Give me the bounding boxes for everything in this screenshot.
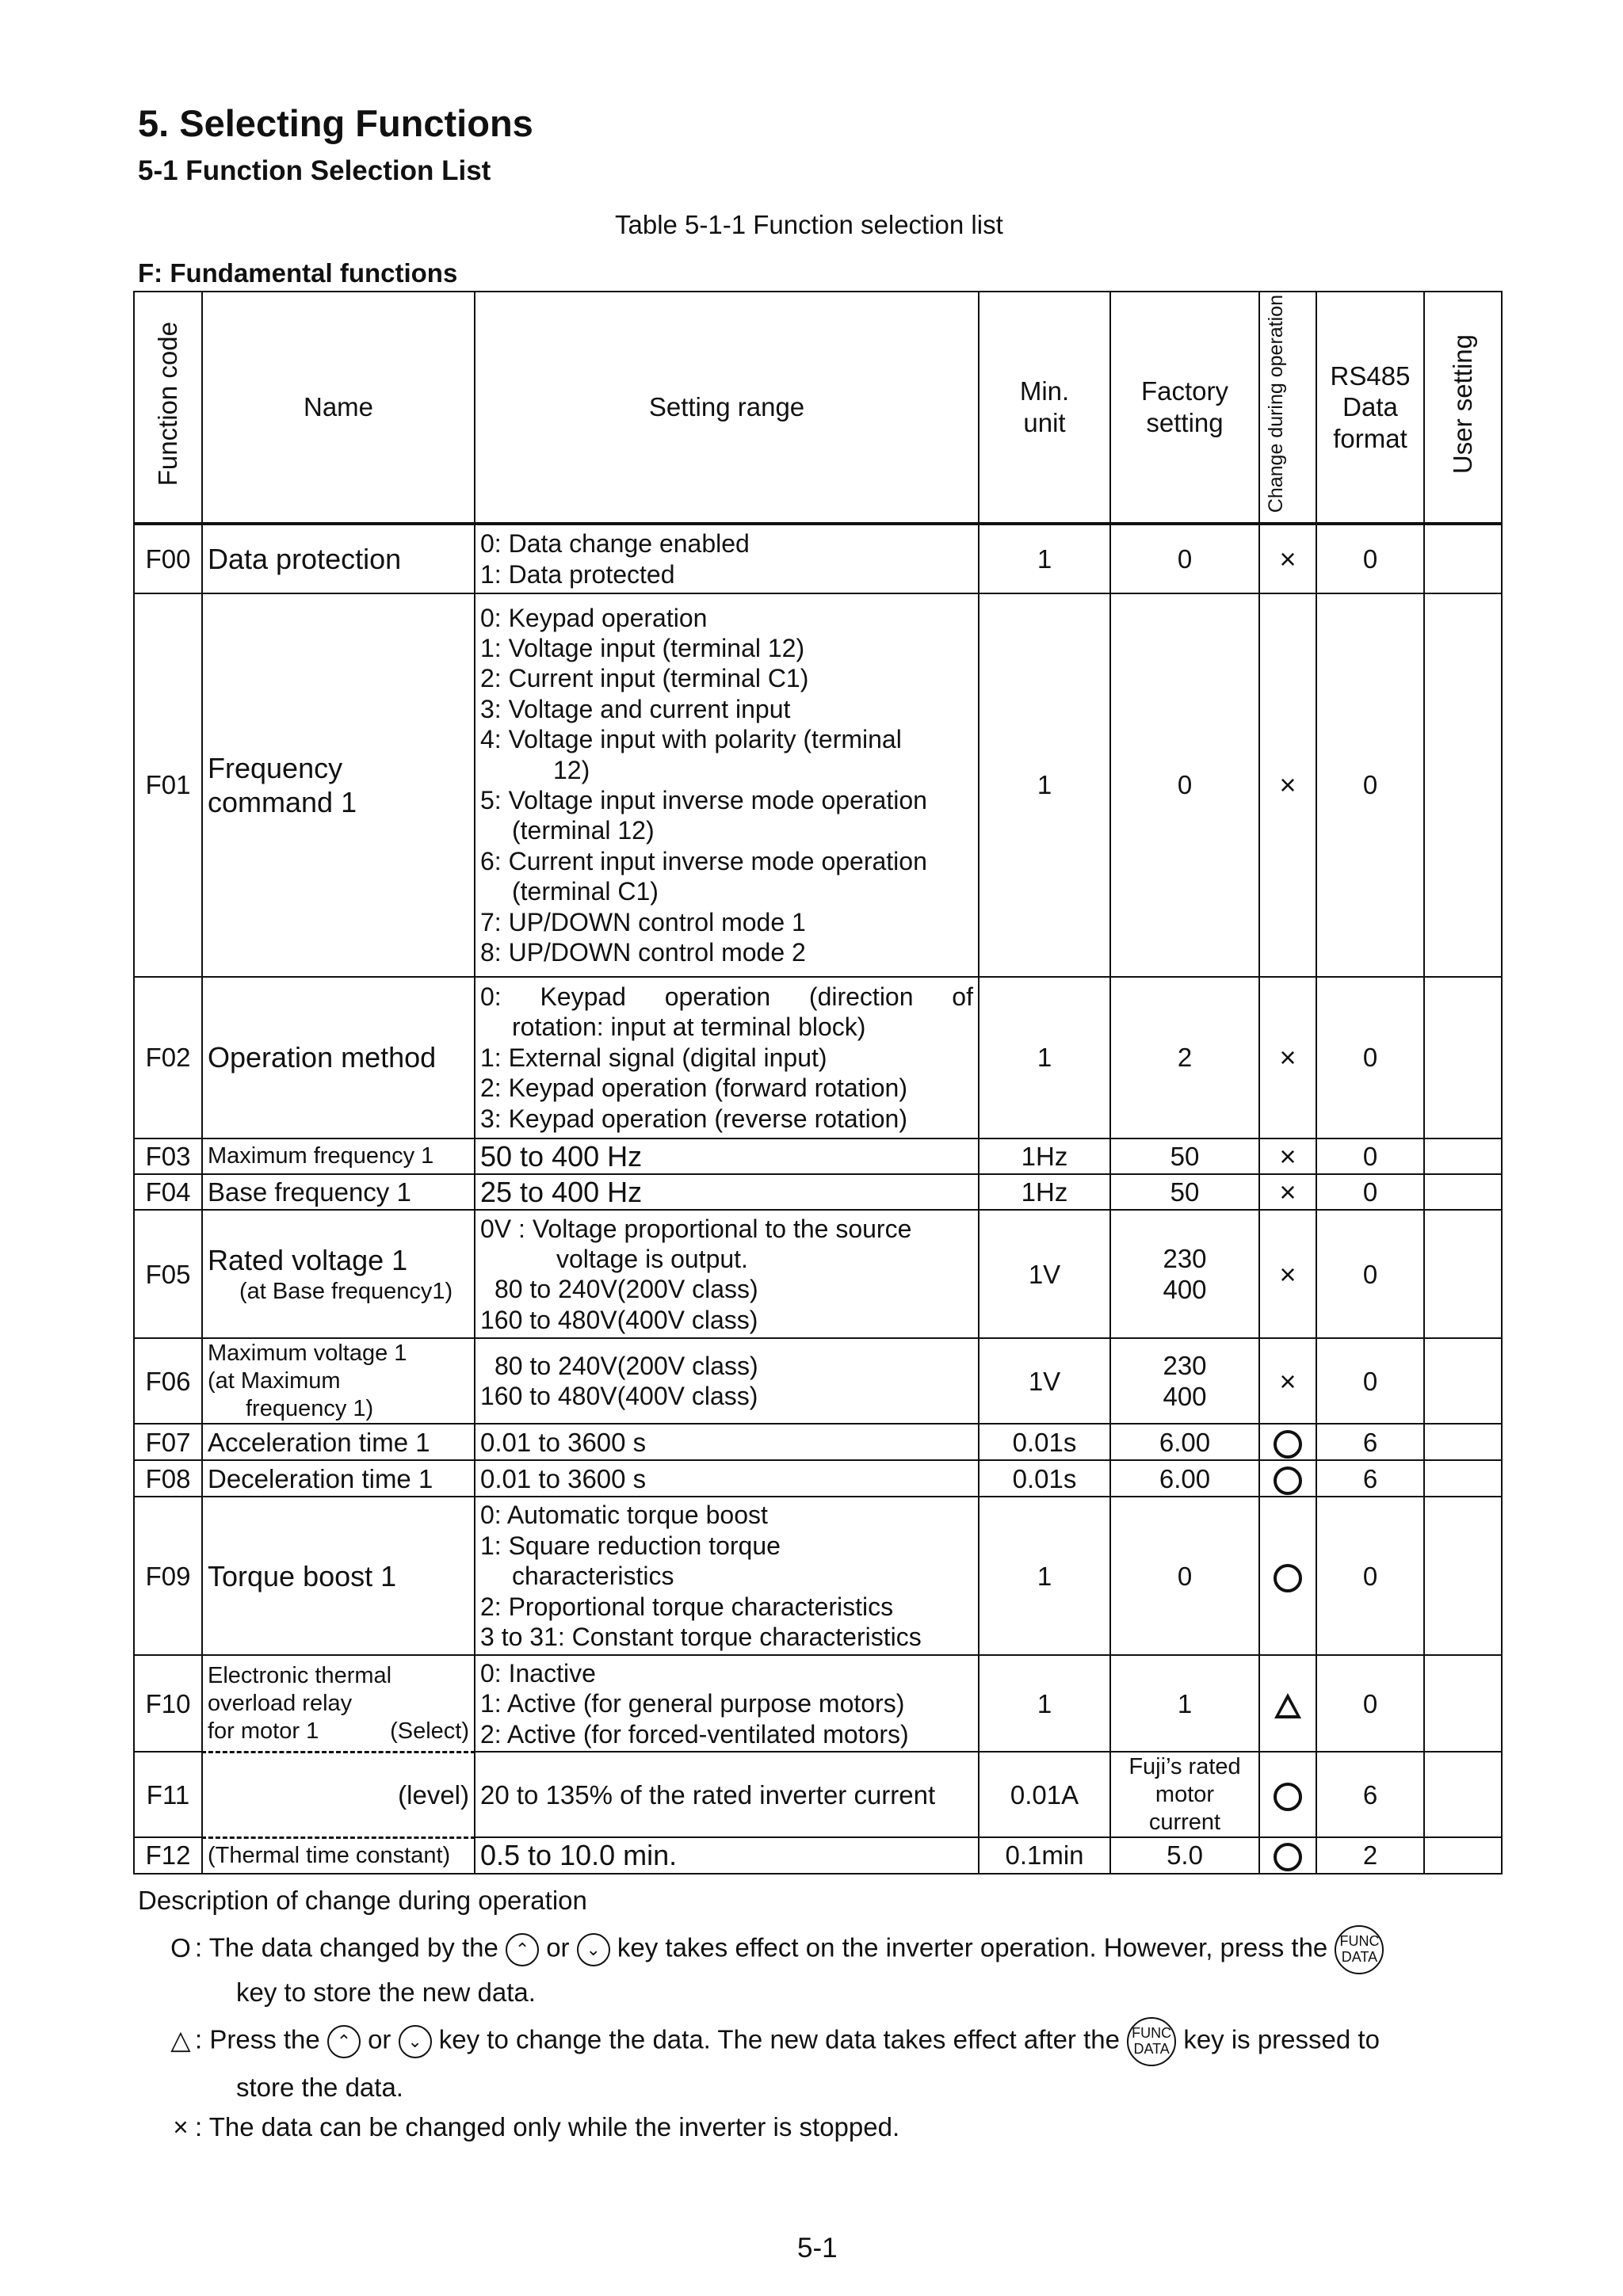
range-line: 0: Automatic torque boost (480, 1501, 768, 1530)
circle-icon (1274, 1466, 1302, 1495)
up-key-icon: ⌃ (506, 1933, 539, 1966)
function-table (133, 291, 1503, 1875)
row-range: 25 to 400 Hz (475, 1174, 979, 1210)
row-code: F02 (134, 977, 202, 1138)
description-text: or (546, 1932, 570, 1962)
row-unit: 0.01A (979, 1752, 1110, 1837)
col-unit-l1: Min. (1019, 376, 1070, 406)
table-row (134, 524, 1502, 593)
row-range (475, 977, 979, 1138)
row-factory: 0 (1110, 1497, 1259, 1655)
row-name (202, 1338, 475, 1424)
circle-legend-icon: O (170, 1932, 191, 1962)
range-line: 0: Data change enabled (480, 529, 750, 559)
col-factory (1110, 292, 1259, 524)
range-line: 1: Square reduction torque (480, 1531, 781, 1560)
name-line: (at Maximum (208, 1367, 341, 1394)
func-data-key-icon (1335, 1925, 1384, 1974)
triangle-legend-icon: △ (170, 2024, 191, 2054)
page-heading: 5. Selecting Functions (138, 102, 533, 144)
row-unit: 1Hz (979, 1138, 1110, 1174)
row-range (475, 1497, 979, 1655)
func-key-label: FUNC (1339, 1933, 1380, 1949)
row-factory: 50 (1110, 1174, 1259, 1210)
factory-line: 230 (1163, 1243, 1207, 1273)
row-format: 0 (1316, 524, 1424, 593)
description-text: or (368, 2024, 391, 2054)
name-line (208, 1718, 469, 1745)
row-unit: 1 (979, 593, 1110, 977)
row-name: Deceleration time 1 (202, 1460, 475, 1497)
row-name: Maximum frequency 1 (202, 1138, 475, 1174)
range-line: 8: UP/DOWN control mode 2 (480, 937, 806, 967)
circle-icon (1274, 1843, 1302, 1871)
data-key-label: DATA (1341, 1949, 1378, 1965)
row-factory: 0 (1110, 524, 1259, 593)
change-cross-icon: × (1259, 1138, 1316, 1174)
col-user (1424, 292, 1502, 524)
change-cross-icon: × (1259, 1174, 1316, 1210)
circle-icon (1274, 1430, 1302, 1459)
range-line: 80 to 240V(200V class) (495, 1275, 758, 1304)
row-factory: 6.00 (1110, 1460, 1259, 1497)
table-row (134, 1752, 1502, 1837)
change-triangle-icon (1259, 1655, 1316, 1752)
row-range (475, 1655, 979, 1752)
range-line: 12) (553, 755, 590, 784)
col-rs485-l1: RS485 (1330, 360, 1411, 391)
row-unit: 0.01s (979, 1424, 1110, 1460)
row-range: 0.5 to 10.0 min. (475, 1837, 979, 1873)
table-caption: Table 5-1-1 Function selection list (615, 210, 1003, 239)
row-code: F01 (134, 593, 202, 977)
row-format: 6 (1316, 1460, 1424, 1497)
table-row (134, 1655, 1502, 1752)
row-code: F11 (134, 1752, 202, 1837)
row-factory (1110, 1210, 1259, 1338)
row-code: F06 (134, 1338, 202, 1424)
row-unit: 1V (979, 1338, 1110, 1424)
description-circle (166, 1925, 1384, 1974)
row-code: F07 (134, 1424, 202, 1460)
name-line: Rated voltage 1 (208, 1244, 408, 1277)
row-factory: 2 (1110, 977, 1259, 1138)
table-row (134, 1174, 1502, 1210)
row-factory: 5.0 (1110, 1837, 1259, 1873)
table-row (134, 1138, 1502, 1174)
factory-line: Fuji’s rated (1128, 1754, 1241, 1780)
row-format: 0 (1316, 1338, 1424, 1424)
range-line: 1: Voltage input (terminal 12) (480, 634, 805, 663)
row-format: 0 (1316, 977, 1424, 1138)
description-text: : The data changed by the (195, 1932, 498, 1962)
row-name: Torque boost 1 (202, 1497, 475, 1655)
table-row (134, 1460, 1502, 1497)
factory-line: 400 (1163, 1382, 1207, 1412)
col-rs485 (1316, 292, 1424, 524)
range-line: 6: Current input inverse mode operation (480, 846, 927, 875)
row-range (475, 593, 979, 977)
range-line: 80 to 240V(200V class) (495, 1351, 758, 1380)
col-change (1259, 292, 1316, 524)
row-factory (1110, 1338, 1259, 1424)
row-user (1424, 1497, 1502, 1655)
col-change-label: Change during operation (1265, 295, 1287, 513)
name-line: (at Base frequency1) (239, 1278, 453, 1304)
change-cross-icon: × (1259, 593, 1316, 977)
change-circle-icon (1259, 1424, 1316, 1460)
row-code: F08 (134, 1460, 202, 1497)
range-line: 2: Keypad operation (forward rotation) (480, 1074, 907, 1103)
row-format: 0 (1316, 593, 1424, 977)
row-name (202, 1655, 475, 1752)
circle-icon (1274, 1564, 1302, 1592)
row-unit: 1 (979, 524, 1110, 593)
row-user (1424, 977, 1502, 1138)
row-user (1424, 1138, 1502, 1174)
change-cross-icon: × (1259, 977, 1316, 1138)
col-factory-l2: setting (1146, 408, 1224, 437)
table-row (134, 1497, 1502, 1655)
row-unit: 1 (979, 977, 1110, 1138)
row-user (1424, 1210, 1502, 1338)
col-range: Setting range (475, 292, 979, 524)
range-line: 0V : Voltage proportional to the source (480, 1214, 912, 1243)
range-line: 4: Voltage input with polarity (terminal (480, 725, 902, 754)
col-user-label: User setting (1448, 334, 1478, 474)
description-title: Description of change during operation (138, 1886, 587, 1915)
change-circle-icon (1259, 1837, 1316, 1873)
row-code: F00 (134, 524, 202, 593)
col-code (134, 292, 202, 524)
row-format: 6 (1316, 1424, 1424, 1460)
row-unit: 1V (979, 1210, 1110, 1338)
range-word: operation (664, 982, 771, 1012)
row-range (475, 524, 979, 593)
row-user (1424, 524, 1502, 593)
down-key-icon: ⌄ (399, 2025, 432, 2058)
table-row (134, 1424, 1502, 1460)
row-factory (1110, 1752, 1259, 1837)
range-line: voltage is output. (556, 1244, 748, 1273)
row-user (1424, 1338, 1502, 1424)
row-range (475, 1338, 979, 1424)
row-unit: 1 (979, 1655, 1110, 1752)
row-format: 6 (1316, 1752, 1424, 1837)
row-unit: 1Hz (979, 1174, 1110, 1210)
row-name: Acceleration time 1 (202, 1424, 475, 1460)
up-key-icon: ⌃ (327, 2025, 361, 2058)
range-line: 3 to 31: Constant torque characteristics (480, 1622, 922, 1651)
range-line: 0: Keypad operation (480, 603, 708, 632)
col-unit (979, 292, 1110, 524)
page-number: 5-1 (797, 2233, 838, 2264)
data-key-label: DATA (1133, 2041, 1170, 2057)
description-cross (166, 2112, 899, 2142)
col-name: Name (202, 292, 475, 524)
name-line: overload relay (208, 1690, 353, 1716)
range-line: 3: Voltage and current input (480, 694, 791, 723)
cross-legend-icon: × (173, 2112, 189, 2142)
col-factory-l1: Factory (1140, 376, 1229, 406)
col-rs485-l2: Data (1342, 392, 1398, 422)
table-row (134, 977, 1502, 1138)
change-cross-icon: × (1259, 1210, 1316, 1338)
change-circle-icon (1259, 1752, 1316, 1837)
change-cross-icon: × (1259, 524, 1316, 593)
name-word: (Select) (390, 1718, 469, 1744)
row-factory: 0 (1110, 593, 1259, 977)
range-word: of (952, 982, 973, 1012)
range-line: 2: Active (for forced-ventilated motors) (480, 1719, 909, 1749)
change-circle-icon (1259, 1460, 1316, 1497)
col-rs485-l3: format (1333, 423, 1407, 453)
description-text: : The data can be changed only while the inverter is stopped. (195, 2112, 900, 2142)
range-line: 160 to 480V(400V class) (480, 1305, 758, 1334)
row-code: F05 (134, 1210, 202, 1338)
range-line: characteristics (512, 1562, 674, 1591)
row-range: 20 to 135% of the rated inverter current (475, 1752, 979, 1837)
row-factory: 6.00 (1110, 1424, 1259, 1460)
range-word: 0: (480, 982, 502, 1012)
row-format: 0 (1316, 1174, 1424, 1210)
row-unit: 1 (979, 1497, 1110, 1655)
factory-line: 230 (1163, 1350, 1207, 1380)
name-line: command 1 (208, 786, 357, 818)
circle-icon (1274, 1783, 1302, 1811)
func-key-label: FUNC (1132, 2025, 1172, 2041)
range-line: 1: External signal (digital input) (480, 1043, 827, 1072)
range-line: rotation: input at terminal block) (512, 1013, 866, 1042)
row-code: F10 (134, 1655, 202, 1752)
col-unit-l2: unit (1023, 408, 1066, 437)
table-row (134, 1837, 1502, 1873)
col-code-label: Function code (153, 322, 183, 486)
factory-line: current (1148, 1809, 1221, 1835)
row-code: F12 (134, 1837, 202, 1873)
row-range: 0.01 to 3600 s (475, 1460, 979, 1497)
header-row (134, 292, 1502, 524)
range-word: (direction (808, 982, 914, 1012)
table-row (134, 1338, 1502, 1424)
range-line: 7: UP/DOWN control mode 1 (480, 907, 806, 936)
row-factory: 1 (1110, 1655, 1259, 1752)
row-name: Base frequency 1 (202, 1174, 475, 1210)
row-unit: 0.01s (979, 1460, 1110, 1497)
row-user (1424, 1174, 1502, 1210)
range-line: 5: Voltage input inverse mode operation (480, 786, 927, 814)
row-unit: 0.1min (979, 1837, 1110, 1873)
range-line: 160 to 480V(400V class) (480, 1382, 758, 1411)
row-code: F03 (134, 1138, 202, 1174)
range-line: 1: Active (for general purpose motors) (480, 1689, 905, 1718)
row-range: 0.01 to 3600 s (475, 1424, 979, 1460)
down-key-icon: ⌄ (577, 1933, 610, 1966)
row-name: (level) (202, 1752, 475, 1837)
name-line: Maximum voltage 1 (208, 1341, 407, 1367)
table-row (134, 593, 1502, 977)
func-data-key-icon (1127, 2017, 1176, 2066)
row-code: F09 (134, 1497, 202, 1655)
row-name: Data protection (202, 524, 475, 593)
name-line: frequency 1) (246, 1395, 374, 1421)
row-name: Operation method (202, 977, 475, 1138)
row-user (1424, 1837, 1502, 1873)
row-user (1424, 1655, 1502, 1752)
description-circle-cont: key to store the new data. (236, 1978, 536, 2007)
row-name (202, 1210, 475, 1338)
section-heading: 5-1 Function Selection List (138, 155, 491, 186)
row-format: 0 (1316, 1497, 1424, 1655)
group-title: F: Fundamental functions (138, 258, 458, 288)
change-circle-icon (1259, 1497, 1316, 1655)
row-user (1424, 1460, 1502, 1497)
row-user (1424, 1424, 1502, 1460)
row-user (1424, 1752, 1502, 1837)
table-row (134, 1210, 1502, 1338)
row-range: 50 to 400 Hz (475, 1138, 979, 1174)
row-format: 0 (1316, 1655, 1424, 1752)
range-line: (terminal C1) (512, 877, 659, 906)
row-range (475, 1210, 979, 1338)
range-line: 2: Proportional torque characteristics (480, 1592, 894, 1621)
range-line: (terminal 12) (512, 816, 655, 845)
description-text: key to change the data. The new data takes effect after the (438, 2024, 1120, 2054)
name-word: for motor 1 (208, 1718, 319, 1744)
row-format: 0 (1316, 1138, 1424, 1174)
row-format: 0 (1316, 1210, 1424, 1338)
name-line: Frequency (208, 751, 343, 784)
row-name: (Thermal time constant) (202, 1837, 475, 1873)
row-factory: 50 (1110, 1138, 1259, 1174)
name-line: Electronic thermal (208, 1662, 392, 1688)
description-text: key takes effect on the inverter operation. However, press the (617, 1932, 1328, 1962)
description-text: key is pressed to (1183, 2024, 1380, 2054)
row-user (1424, 593, 1502, 977)
row-name (202, 593, 475, 977)
range-line (480, 982, 973, 1012)
row-format: 2 (1316, 1837, 1424, 1873)
description-text: : Press the (195, 2024, 320, 2054)
range-line: 1: Data protected (480, 559, 675, 589)
range-line: 0: Inactive (480, 1658, 596, 1688)
factory-line: 400 (1163, 1275, 1207, 1305)
description-triangle (166, 2017, 1380, 2066)
range-line: 3: Keypad operation (reverse rotation) (480, 1104, 907, 1133)
range-word: Keypad (540, 982, 626, 1012)
factory-line: motor (1155, 1781, 1215, 1807)
triangle-icon (1274, 1693, 1301, 1718)
range-line: 2: Current input (terminal C1) (480, 664, 809, 693)
row-code: F04 (134, 1174, 202, 1210)
description-triangle-cont: store the data. (236, 2073, 403, 2102)
change-cross-icon: × (1259, 1338, 1316, 1424)
